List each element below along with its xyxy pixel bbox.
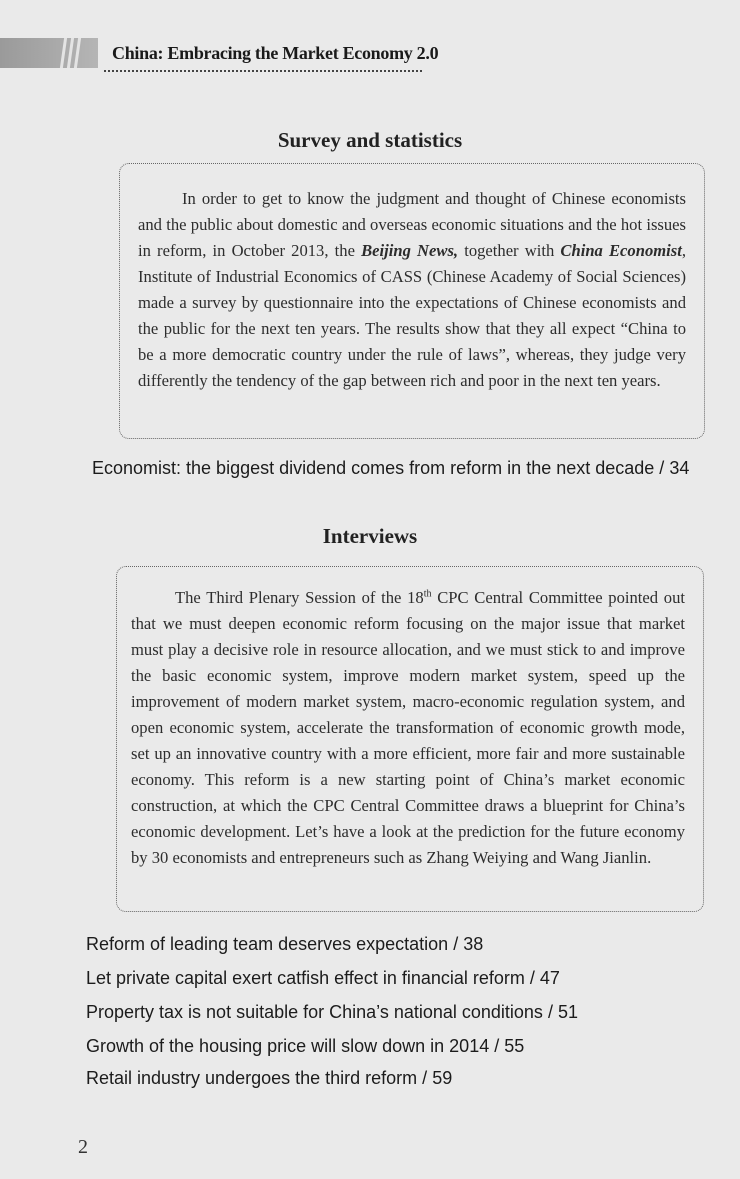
toc-entry-title: Reform of leading team deserves expectation [86,934,449,954]
toc-entry-page: 38 [463,934,484,954]
header-stripes [62,38,79,68]
toc-entry-title: Retail industry undergoes the third reform [86,1068,418,1088]
page-number: 2 [78,1136,88,1158]
toc-entry-page: 55 [504,1036,525,1056]
toc-entry-page: 51 [557,1002,578,1022]
toc-entry-title: Growth of the housing price will slow down in 2014 [86,1036,490,1056]
toc-entry[interactable]: Reform of leading team deserves expectation / 38 [86,934,484,954]
toc-entry[interactable]: Growth of the housing price will slow down in 2014 / 55 [86,1036,525,1056]
toc-entry[interactable]: Retail industry undergoes the third reform / 59 [86,1068,453,1088]
toc-entry-page: 47 [539,968,560,988]
running-header-title: China: Embracing the Market Economy 2.0 [112,43,439,63]
toc-entry-title: Economist: the biggest dividend comes from reform in the next decade [92,458,655,478]
publication-name: China Economist [560,241,682,260]
header-dotted-rule [104,70,422,72]
interviews-summary-text: The Third Plenary Session of the 18th CPC Central Committee pointed out that we must deepen economic reform focusing on the major issue that market must play a decisive role in resource allocation, and we must stick to and improve the basic economic system, improve modern market system, speed up the improvement of modern market system, macro-economic regulation system, and open economic system, accelerate the transformation of economic growth mode, set up an innovative country with a more efficient, more fair and more sustainable economy. This reform is a new starting point of China’s market economic construction, at which the CPC Central Committee draws a blueprint for China’s economic development. Let’s have a look at the prediction for the future economy by 30 economists and entrepreneurs such as Zhang Weiying and Wang Jianlin. [131,588,685,867]
header-bar [0,38,98,68]
toc-entry-title: Property tax is not suitable for China’s national conditions [86,1002,543,1022]
toc-entry[interactable]: Property tax is not suitable for China’s national conditions / 51 [86,1002,578,1022]
survey-section-title: Survey and statistics [277,128,463,152]
toc-entry-page: 59 [432,1068,453,1088]
survey-summary-box [119,163,705,439]
toc-entry[interactable]: Let private capital exert catfish effect in financial reform / 47 [86,968,560,988]
survey-summary-text: In order to get to know the judgment and thought of Chinese economists and the public about domestic and overseas economic situations and the hot issues in reform, in October 2013, the Beijing News, together with China Economist, Institute of Industrial Economics of CASS (Chinese Academy of Social Sciences) made a survey by questionnaire into the expectations of Chinese economists and the public for the next ten years. The results show that they all expect “China to be a more democratic country under the rule of laws”, whereas, they judge very differently the tendency of the gap between rich and poor in the next ten years. [138,189,686,390]
toc-entry[interactable]: Economist: the biggest dividend comes from reform in the next decade / 34 [92,458,690,478]
toc-entry-page: 34 [669,458,690,478]
interviews-section-title: Interviews [322,524,418,548]
toc-entry-title: Let private capital exert catfish effect in financial reform [86,968,525,988]
publication-name: Beijing News, [361,241,459,260]
interviews-summary-box [116,566,704,912]
